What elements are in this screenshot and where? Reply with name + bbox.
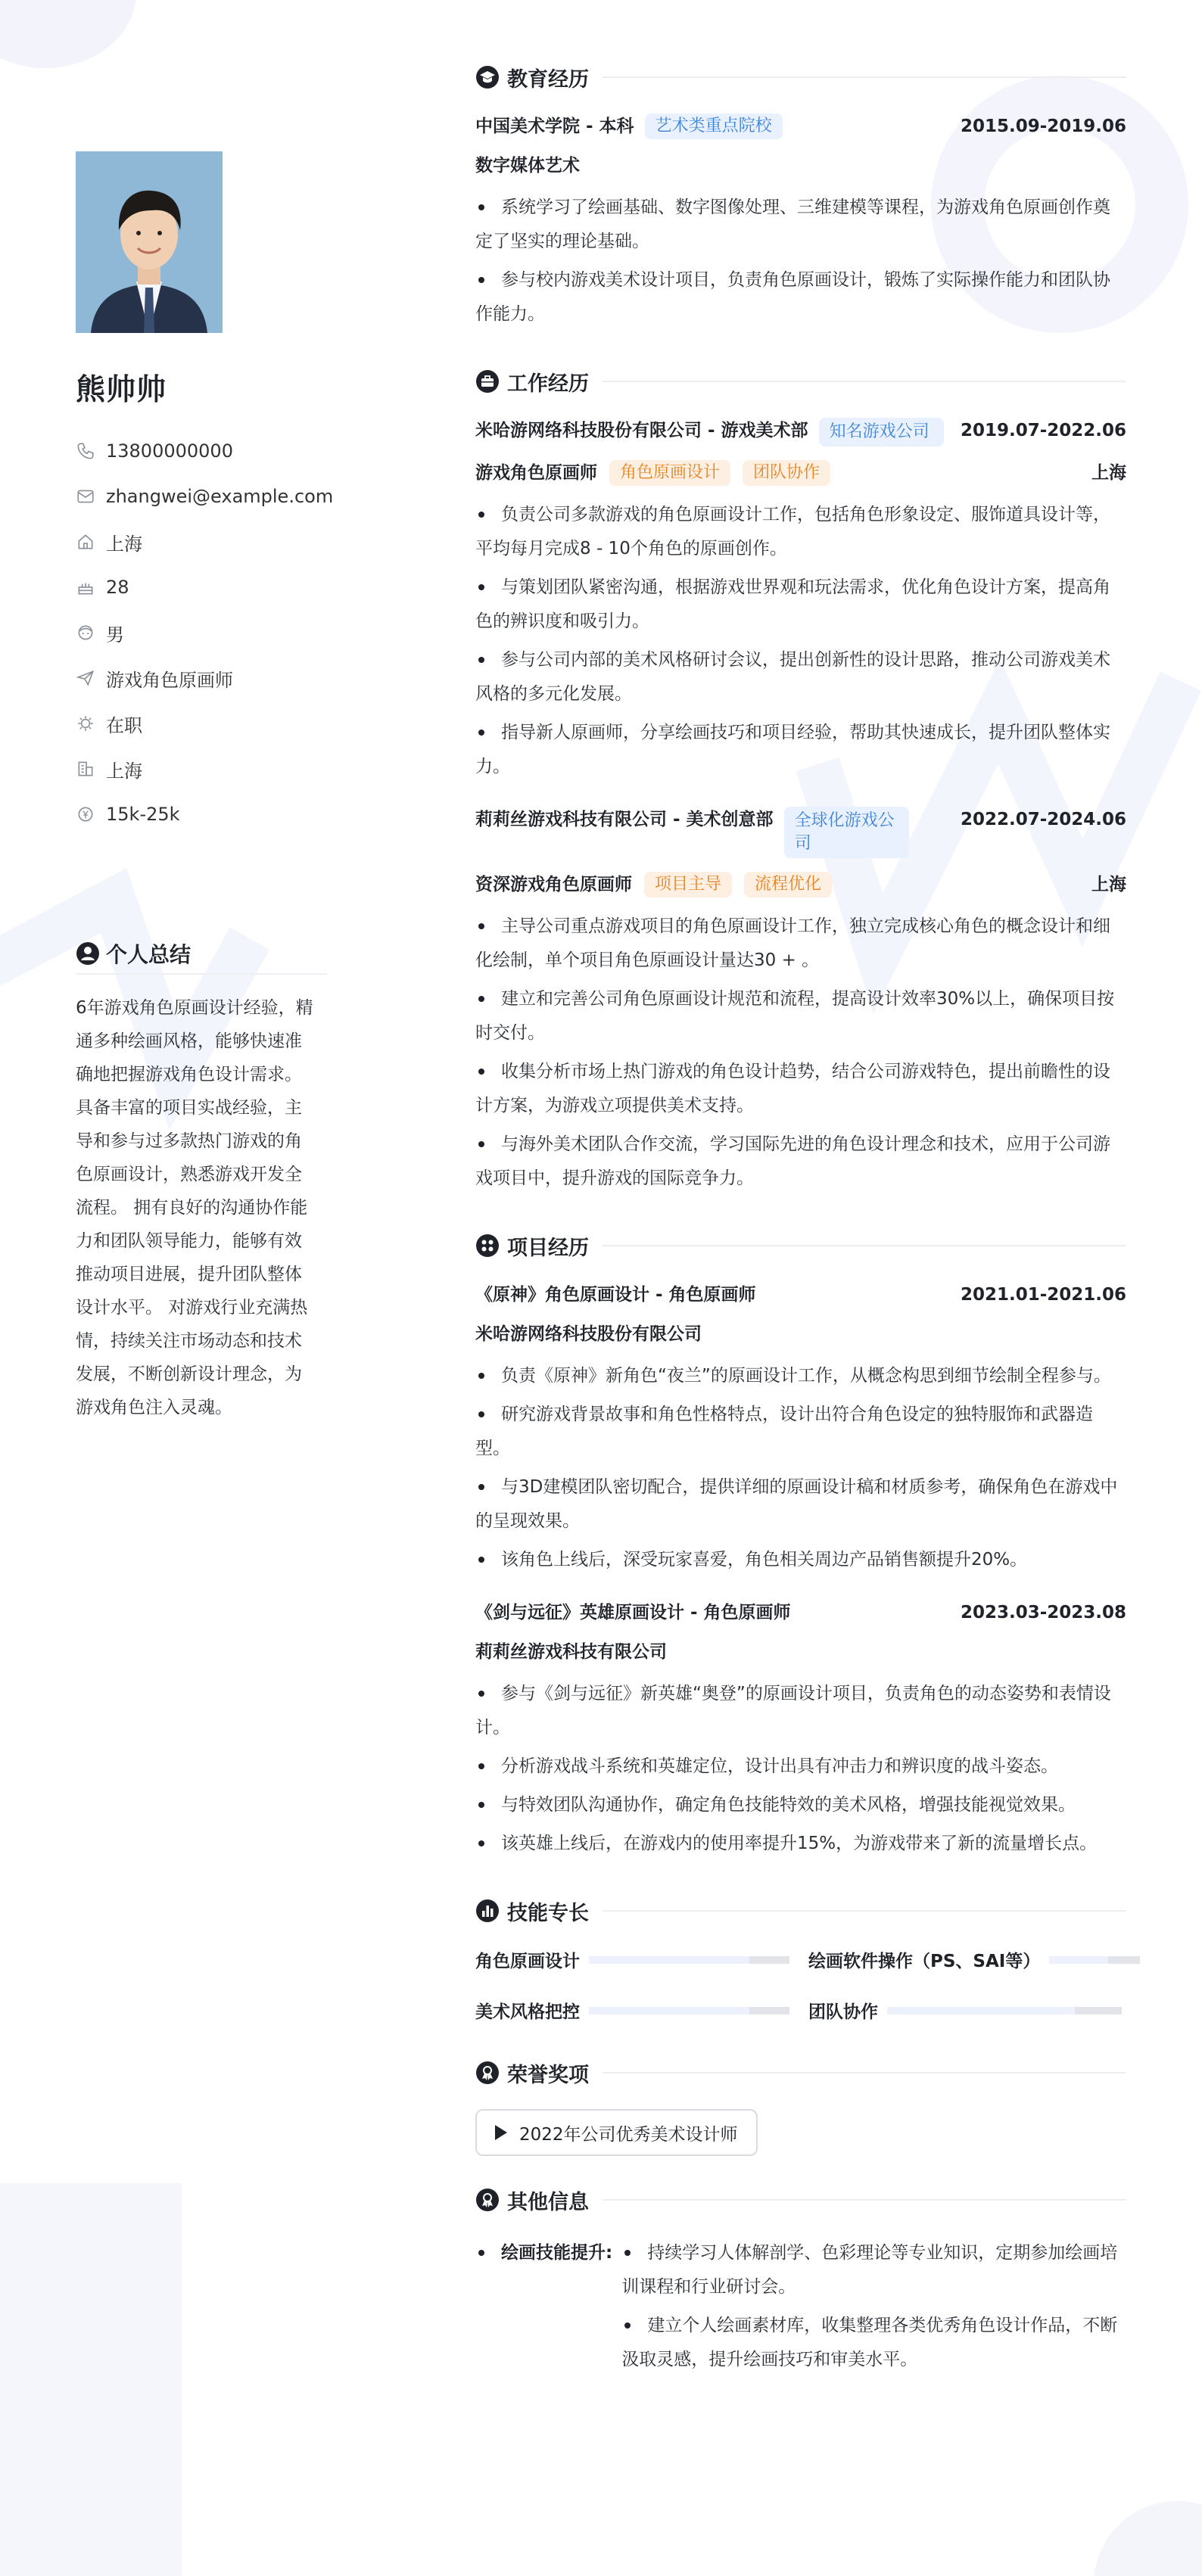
bar-chart-icon xyxy=(475,1899,500,1923)
list-item: 持续学习人体解剖学、色彩理论等专业知识，定期参加绘画培训课程和行业研讨会。 xyxy=(621,2236,1126,2304)
list-item: 建立个人绘画素材库，收集整理各类优秀角色设计作品，不断汲取灵感，提升绘画技巧和审美水平。 xyxy=(621,2309,1126,2377)
entry-date: 2022.07-2024.06 xyxy=(960,810,1126,829)
graduation-cap-icon xyxy=(475,65,500,89)
entry-date: 2021.01-2021.06 xyxy=(960,1285,1126,1305)
info-value: 28 xyxy=(106,577,129,598)
info-value: 13800000000 xyxy=(106,440,233,462)
decor-rect xyxy=(0,2183,182,2576)
school-name: 中国美术学院 - 本科 xyxy=(475,117,634,136)
info-home xyxy=(76,519,327,565)
info-value: 在职 xyxy=(106,714,142,736)
skill-bar xyxy=(589,2007,789,2014)
list-item: 该英雄上线后，在游戏内的使用率提升15%，为游戏带来了新的流量增长点。 xyxy=(475,1827,1126,1861)
award-icon xyxy=(475,2061,500,2085)
entry-header xyxy=(475,418,1126,446)
send-icon xyxy=(76,668,95,688)
divider xyxy=(603,1910,1126,1912)
company-tag: 全球化游戏公司 xyxy=(784,807,909,858)
project-name: 《剑与远征》英雄原画设计 - 角色原画师 xyxy=(475,1603,791,1622)
list-item: 参与《剑与远征》新英雄“奥登”的原画设计项目，负责角色的动态姿势和表情设计。 xyxy=(475,1677,1126,1745)
entry-header xyxy=(475,1600,1126,1626)
info-value: 上海 xyxy=(106,760,142,782)
info-phone xyxy=(76,428,327,474)
salary-icon xyxy=(76,804,95,824)
role-row xyxy=(475,872,1126,898)
major-name: 数字媒体艺术 xyxy=(475,156,580,176)
section-header xyxy=(475,2183,1126,2217)
role-row xyxy=(475,460,1126,486)
info-value: zhangwei@example.com xyxy=(106,486,334,507)
entry-header xyxy=(475,1282,1126,1308)
main-content xyxy=(475,61,1126,2415)
home-icon xyxy=(76,532,95,552)
other-section xyxy=(475,2183,1126,2382)
sidebar xyxy=(76,151,334,1424)
info-value: 男 xyxy=(106,624,124,646)
location: 上海 xyxy=(1091,463,1126,483)
info-position xyxy=(76,655,327,701)
list-item: 参与校内游戏美术设计项目，负责角色原画设计，锻炼了实际操作能力和团队协作能力。 xyxy=(475,263,1126,331)
summary-title: 个人总结 xyxy=(106,942,192,967)
skills-grid xyxy=(475,1947,1126,2023)
company-name: 莉莉丝游戏科技有限公司 - 美术创意部 xyxy=(475,810,774,829)
projects-section xyxy=(475,1229,1126,1861)
gender-icon xyxy=(76,623,95,642)
work-entry xyxy=(475,807,1126,1196)
divider xyxy=(603,76,1126,78)
list-item: 研究游戏背景故事和角色性格特点，设计出符合角色设定的独特服饰和武器造型。 xyxy=(475,1398,1126,1466)
candidate-name: 熊帅帅 xyxy=(76,373,167,407)
bullet-list xyxy=(475,498,1126,784)
entry-date: 2019.07-2022.06 xyxy=(960,421,1126,440)
role-tag: 流程优化 xyxy=(744,872,832,898)
info-city xyxy=(76,746,327,792)
building-icon xyxy=(76,759,95,779)
skill-item xyxy=(808,1947,1157,1972)
school-tag: 艺术类重点院校 xyxy=(645,114,783,139)
location: 上海 xyxy=(1091,875,1126,894)
triangle-right-icon xyxy=(495,2125,507,2140)
list-item: 建立和完善公司角色原画设计规范和流程，提高设计效率30%以上，确保项目按时交付。 xyxy=(475,982,1126,1050)
section-title: 荣誉奖项 xyxy=(507,2063,589,2087)
skill-name: 绘画软件操作（PS、SAI等） xyxy=(808,1952,1041,1971)
info-gender xyxy=(76,610,327,655)
bullet-list xyxy=(475,1359,1126,1577)
bullet-list xyxy=(475,910,1126,1196)
list-item: 收集分析市场上热门游戏的角色设计趋势，结合公司游戏特色，提出前瞻性的设计方案，为游戏立项提供美术支持。 xyxy=(475,1055,1126,1123)
project-entry xyxy=(475,1282,1126,1577)
work-entry xyxy=(475,418,1126,784)
mail-icon xyxy=(76,487,95,506)
info-age xyxy=(76,565,327,610)
section-header xyxy=(475,61,1126,94)
divider xyxy=(603,2199,1126,2201)
decor-circle xyxy=(1094,2501,1202,2576)
project-company xyxy=(475,1639,1126,1665)
skill-bar xyxy=(887,2007,1122,2014)
education-entry xyxy=(475,114,1126,331)
skill-item xyxy=(475,1947,808,1972)
divider xyxy=(603,381,1126,382)
bullet-list xyxy=(621,2236,1126,2382)
role-name: 资深游戏角色原画师 xyxy=(475,875,632,894)
award-label: 2022年公司优秀美术设计师 xyxy=(519,2124,738,2145)
list-item: 主导公司重点游戏项目的角色原画设计工作，独立完成核心角色的概念设计和细化绘制，单个项目角色原画设计量达30 + 。 xyxy=(475,910,1126,978)
skill-item xyxy=(475,1998,808,2023)
section-title: 工作经历 xyxy=(507,372,589,396)
list-item: 系统学习了绘画基础、数字图像处理、三维建模等课程，为游戏角色原画创作奠定了坚实的理论基础。 xyxy=(475,191,1126,259)
entry-date: 2023.03-2023.08 xyxy=(960,1603,1126,1622)
briefcase-icon xyxy=(475,369,500,394)
grid-icon xyxy=(475,1234,500,1258)
section-title: 技能专长 xyxy=(507,1901,589,1925)
phone-icon xyxy=(76,441,95,461)
user-icon xyxy=(76,941,100,966)
section-header xyxy=(475,2056,1126,2089)
info-value: 15k-25k xyxy=(106,804,180,825)
bullet-list xyxy=(475,1677,1126,1861)
bullet-list xyxy=(475,191,1126,331)
role-tag: 团队协作 xyxy=(743,460,830,486)
list-item: 该角色上线后，深受玩家喜爱，角色相关周边产品销售额提升20%。 xyxy=(475,1543,1126,1577)
skills-section xyxy=(475,1894,1126,2023)
divider xyxy=(603,1245,1126,1246)
awards-section xyxy=(475,2056,1126,2183)
list-item: 与3D建模团队密切配合，提供详细的原画设计稿和材质参考，确保角色在游戏中的呈现效果。 xyxy=(475,1470,1126,1538)
role-tag: 角色原画设计 xyxy=(609,460,730,486)
project-name: 《原神》角色原画设计 - 角色原画师 xyxy=(475,1285,756,1305)
section-title: 教育经历 xyxy=(507,67,589,92)
divider xyxy=(603,2072,1126,2074)
skill-bar xyxy=(589,1956,789,1964)
company-name: 莉莉丝游戏科技有限公司 xyxy=(475,1642,667,1662)
skill-bar xyxy=(1049,1956,1140,1964)
summary-text: 6年游戏角色原画设计经验，精 通多种绘画风格，能够快速准 确地把握游戏角色设计需求。 具备丰富的项目实战经验，主 导和参与过多款热门游戏的角 色原画设计，熟悉游戏开发全 流程。 拥有良好的沟通协作能 力和团队领导能力，能够有效 推动项目进展，提升团队整体 设计水平。 对游戏行业充满热 情，持续关注市场动态和技术 发展，不断创新设计理念，为 游戏角色注入灵魂。 xyxy=(76,998,313,1417)
award-icon xyxy=(475,2188,500,2212)
section-title: 项目经历 xyxy=(507,1236,589,1260)
info-value: 上海 xyxy=(106,533,142,555)
decor-circle xyxy=(0,0,136,68)
project-company xyxy=(475,1321,1126,1347)
role-name: 游戏角色原画师 xyxy=(475,463,597,483)
skill-name: 角色原画设计 xyxy=(475,1952,580,1971)
skill-name: 美术风格把控 xyxy=(475,2002,580,2022)
award-item[interactable] xyxy=(475,2109,758,2156)
info-salary xyxy=(76,792,327,837)
status-icon xyxy=(76,714,95,733)
summary-header xyxy=(76,941,327,975)
company-name: 米哈游网络科技股份有限公司 - 游戏美术部 xyxy=(475,421,808,440)
list-item: 参与公司内部的美术风格研讨会议，提出创新性的设计思路，推动公司游戏美术风格的多元化发展。 xyxy=(475,643,1126,711)
list-item: 指导新人原画师，分享绘画技巧和项目经验，帮助其快速成长，提升团队整体实力。 xyxy=(475,716,1126,784)
avatar xyxy=(76,151,223,333)
info-value: 游戏角色原画师 xyxy=(106,669,233,691)
section-header xyxy=(475,1894,1126,1927)
list-item: 分析游戏战斗系统和英雄定位，设计出具有冲击力和辨识度的战斗姿态。 xyxy=(475,1750,1126,1784)
entry-header xyxy=(475,114,1126,139)
list-item: 与策划团队紧密沟通，根据游戏世界观和玩法需求，优化角色设计方案，提高角色的辨识度和吸引力。 xyxy=(475,571,1126,639)
list-item: 负责公司多款游戏的角色原画设计工作，包括角色形象设定、服饰道具设计等，平均每月完成8 - 10个角色的原画创作。 xyxy=(475,498,1126,566)
skill-name: 团队协作 xyxy=(808,2002,878,2022)
entry-header xyxy=(475,807,1126,858)
skill-item xyxy=(808,1998,1157,2023)
education-section xyxy=(475,61,1126,331)
list-item: 与特效团队沟通协作，确定角色技能特效的美术风格，增强技能视觉效果。 xyxy=(475,1788,1126,1822)
role-tag: 项目主导 xyxy=(644,872,732,898)
major xyxy=(475,153,1126,179)
company-name: 米哈游网络科技股份有限公司 xyxy=(475,1324,702,1344)
other-item xyxy=(475,2236,1126,2382)
work-section xyxy=(475,365,1126,1196)
list-item: 负责《原神》新角色“夜兰”的原画设计工作，从概念构思到细节绘制全程参与。 xyxy=(475,1359,1126,1393)
company-tag: 知名游戏公司 xyxy=(819,418,944,446)
section-header xyxy=(475,1229,1126,1262)
entry-date: 2015.09-2019.06 xyxy=(960,117,1126,136)
cake-icon xyxy=(76,577,95,597)
other-label: 绘画技能提升: xyxy=(475,2236,612,2270)
list-item: 与海外美术团队合作交流，学习国际先进的角色设计理念和技术，应用于公司游戏项目中，提升游戏的国际竞争力。 xyxy=(475,1128,1126,1196)
section-header xyxy=(475,365,1126,398)
info-email xyxy=(76,474,334,519)
section-title: 其他信息 xyxy=(507,2190,589,2214)
info-status xyxy=(76,701,327,746)
project-entry xyxy=(475,1600,1126,1861)
